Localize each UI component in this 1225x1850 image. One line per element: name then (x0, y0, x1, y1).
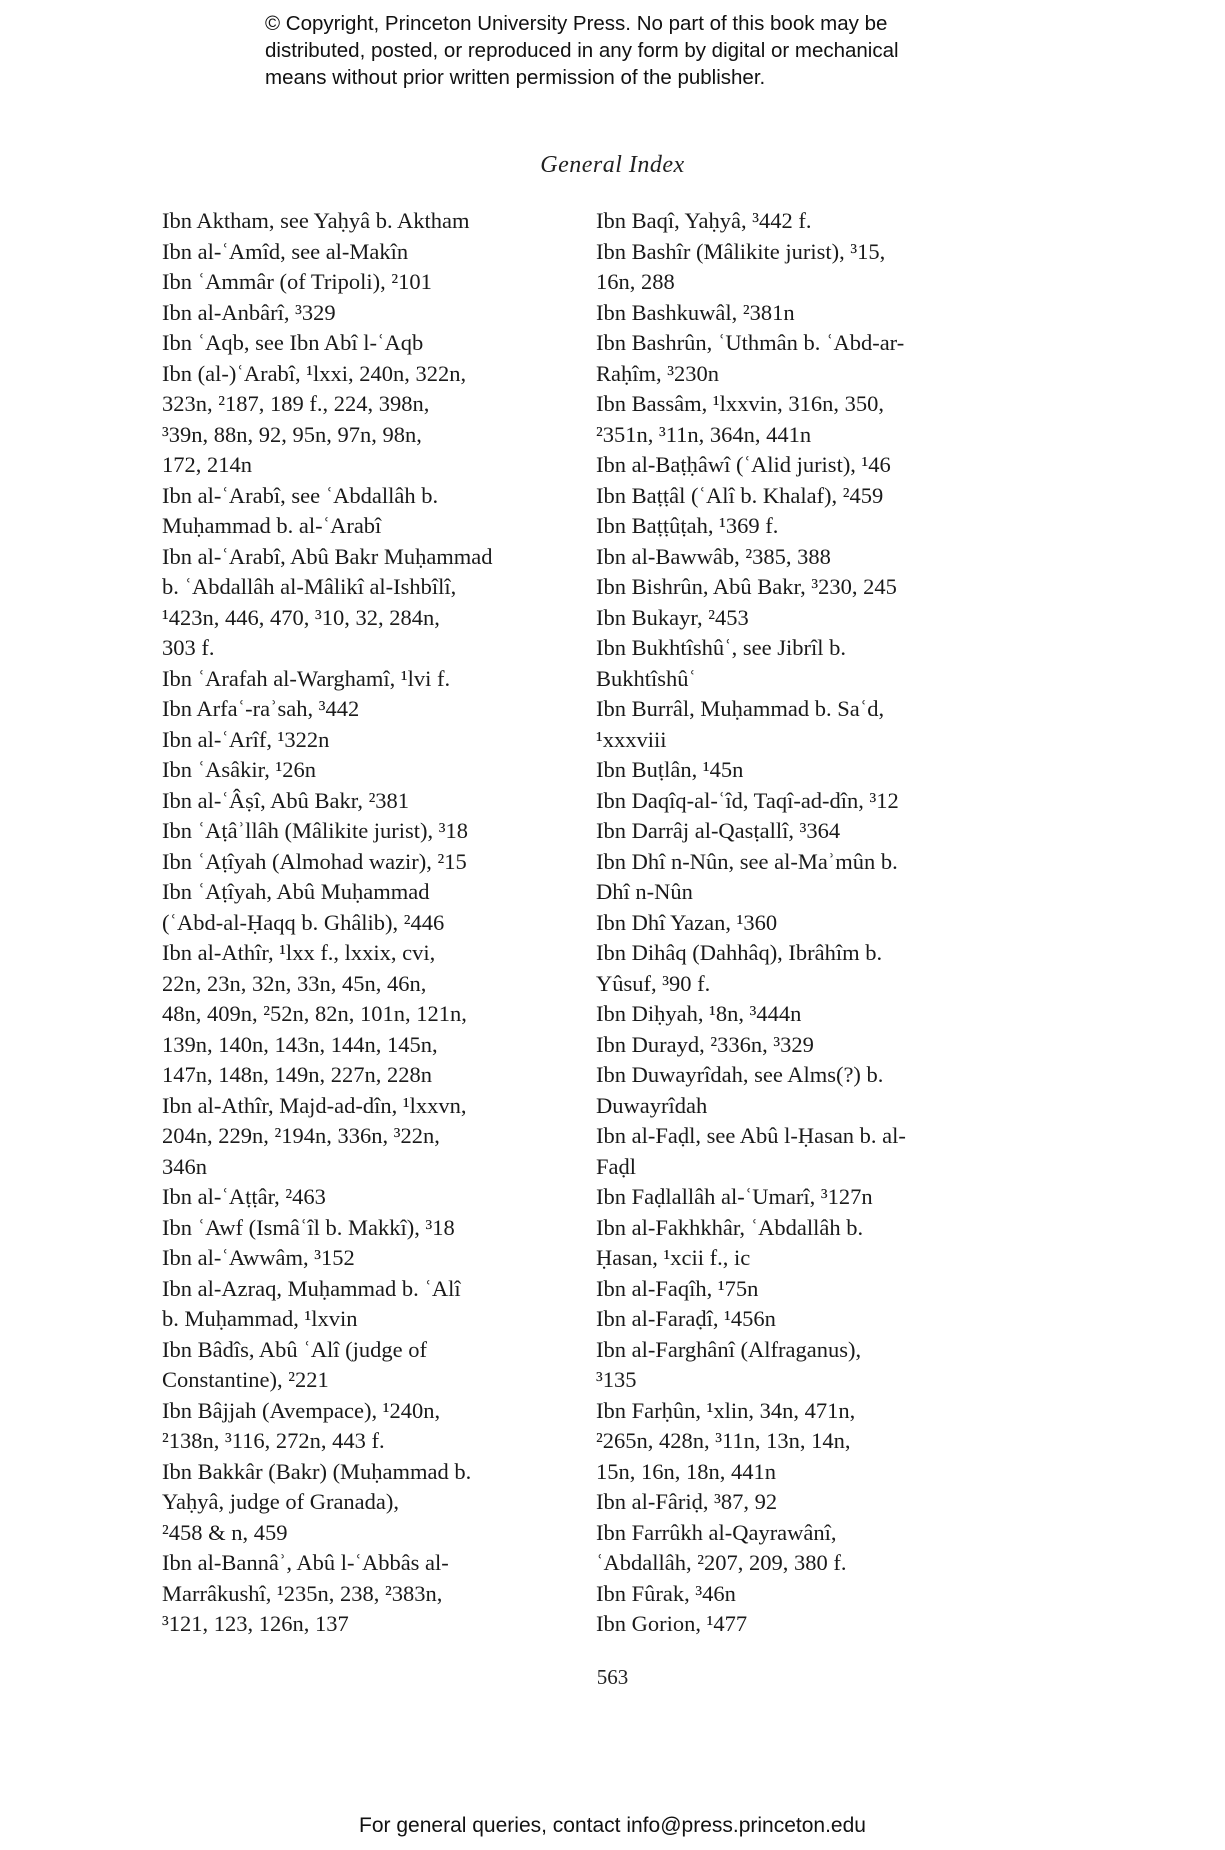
index-entry-line: ¹xxxviii (596, 726, 667, 752)
index-entry (596, 298, 1016, 329)
index-entry-line: Ibn Burrâl, Muḥammad b. Saʿd, (596, 696, 885, 721)
index-entry-line: Ibn Fûrak, ³46n (596, 1580, 736, 1606)
index-entry (162, 237, 582, 268)
index-entry (162, 755, 582, 786)
index-entry-line: 48n, 409n, ²52n, 82n, 101n, 121n, (162, 1001, 467, 1026)
index-entry-line: Ibn Diḥyah, ¹8n, ³444n (596, 1001, 802, 1026)
index-entry (162, 1243, 582, 1274)
index-entry-line: Ibn al-Fakhkhâr, ʿAbdallâh b. (596, 1214, 864, 1240)
index-entry (162, 1548, 582, 1640)
index-entry (596, 1121, 1016, 1182)
index-entry (596, 694, 1016, 755)
index-entry-line: 303 f. (162, 635, 215, 660)
index-entry (162, 1182, 582, 1213)
index-entry (162, 267, 582, 298)
index-entry-line: Ibn ʿAsâkir, ¹26n (162, 757, 316, 782)
index-entry (162, 847, 582, 878)
index-entry-line: Ibn Dhî n-Nûn, see al-Maʾmûn b. (596, 848, 898, 874)
index-entry-line: Faḍl (596, 1153, 637, 1179)
index-entry (162, 1396, 582, 1457)
index-entry (162, 1213, 582, 1244)
index-entry (162, 816, 582, 847)
copyright-line: distributed, posted, or reproduced in any form by digital or mechanical (265, 39, 899, 62)
index-entry-line: Ibn al-Fâriḍ, ³87, 92 (596, 1489, 778, 1514)
index-entry-line: b. Muḥammad, ¹lxvin (162, 1306, 358, 1331)
index-entry-line: Ibn al-Bawwâb, ²385, 388 (596, 543, 831, 569)
index-entry-line: ¹423n, 446, 470, ³10, 32, 284n, (162, 604, 440, 630)
index-entry-line: ʿAbdallâh, ²207, 209, 380 f. (596, 1550, 847, 1575)
index-entry-line: Ibn al-Athîr, ¹lxx f., lxxix, cvi, (162, 940, 436, 965)
index-entry-line: Ibn al-Bannâʾ, Abû l-ʿAbbâs al- (162, 1550, 449, 1575)
index-entry-line: 204n, 229n, ²194n, 336n, ³22n, (162, 1123, 440, 1148)
index-entry-line: 139n, 140n, 143n, 144n, 145n, (162, 1031, 438, 1057)
index-entry (162, 1457, 582, 1549)
index-entry (162, 298, 582, 329)
index-entry-line: 15n, 16n, 18n, 441n (596, 1458, 776, 1484)
index-entry (596, 938, 1016, 999)
index-entry (162, 725, 582, 756)
copyright-line: © Copyright, Princeton University Press. No part of this book may be (265, 12, 888, 35)
index-entry (162, 542, 582, 664)
index-entry-line: Raḥîm, ³230n (596, 360, 719, 386)
page-title: General Index (540, 152, 685, 178)
index-entry-line: Ibn ʿAqb, see Ibn Abî l-ʿAqb (162, 330, 424, 355)
index-entry-line: Ibn ʿAṭîyah (Almohad wazir), ²15 (162, 848, 467, 874)
index-entry-line: (ʿAbd-al-Ḥaqq b. Ghâlib), ²446 (162, 909, 445, 935)
index-entry-line: Ibn Bashkuwâl, ²381n (596, 299, 795, 325)
index-entry-line: b. ʿAbdallâh al-Mâlikî al-Ishbîlî, (162, 574, 457, 599)
index-entry (596, 786, 1016, 817)
index-entry-line: Ibn Darrâj al-Qasṭallî, ³364 (596, 818, 841, 843)
index-entry-line: Ibn al-Anbârî, ³329 (162, 299, 336, 325)
index-entry-line: ³39n, 88n, 92, 95n, 97n, 98n, (162, 421, 422, 447)
index-entry-line: Ibn al-Faraḍî, ¹456n (596, 1306, 776, 1331)
index-entry (596, 511, 1016, 542)
index-entry (162, 938, 582, 1091)
index-entry-line: Ibn ʿAṭîyah, Abû Muḥammad (162, 879, 430, 904)
index-entry-line: ²458 & n, 459 (162, 1519, 288, 1545)
index-entry-line: ²138n, ³116, 272n, 443 f. (162, 1428, 385, 1453)
index-entry (596, 450, 1016, 481)
index-column-left (162, 206, 582, 1640)
index-entry-line: Ibn al-Faqîh, ¹75n (596, 1275, 759, 1301)
index-entry (596, 816, 1016, 847)
index-entry (162, 359, 582, 481)
index-entry-line: Ibn Buṭlân, ¹45n (596, 757, 744, 782)
index-entry-line: ³121, 123, 126n, 137 (162, 1611, 349, 1636)
index-entry (162, 694, 582, 725)
index-entry-line: Ibn Arfaʿ-raʾsah, ³442 (162, 696, 360, 721)
index-entry-line: Yaḥyâ, judge of Granada), (162, 1489, 400, 1514)
index-entry-line: Ibn Baṭṭûṭah, ¹369 f. (596, 513, 779, 538)
index-entry (596, 237, 1016, 298)
index-entry (596, 1518, 1016, 1579)
index-entry-line: Ibn Aktham, see Yaḥyâ b. Aktham (162, 208, 470, 233)
index-entry-line: ²265n, 428n, ³11n, 13n, 14n, (596, 1428, 851, 1453)
index-entry (596, 481, 1016, 512)
index-entry (596, 328, 1016, 389)
index-entry-line: Ibn Bukayr, ²453 (596, 604, 749, 630)
index-entry (596, 1609, 1016, 1640)
index-entry-line: ³135 (596, 1367, 637, 1392)
index-entry (596, 999, 1016, 1030)
index-entry-line: Ibn al-ʿAmîd, see al-Makîn (162, 238, 409, 264)
index-entry (596, 633, 1016, 694)
index-entry-line: Ibn Farḥûn, ¹xlin, 34n, 471n, (596, 1397, 856, 1423)
index-entry (596, 389, 1016, 450)
index-entry (596, 542, 1016, 573)
index-entry-line: Ibn al-Farghânî (Alfraganus), (596, 1336, 862, 1362)
index-entry-line: Ibn Dihâq (Dahhâq), Ibrâhîm b. (596, 940, 883, 965)
footer-contact: For general queries, contact info@press.princeton.edu (359, 1814, 866, 1837)
index-entry-line: Ibn Baṭṭâl (ʿAlî b. Khalaf), ²459 (596, 482, 884, 508)
index-entry-line: Ibn Bishrûn, Abû Bakr, ³230, 245 (596, 574, 897, 599)
index-entry-line: Ibn al-ʿAwwâm, ³152 (162, 1245, 355, 1270)
index-entry-line: Ibn Bâdîs, Abû ʿAlî (judge of (162, 1336, 427, 1362)
index-entry-line: Ibn (al-)ʿArabî, ¹lxxi, 240n, 322n, (162, 360, 467, 386)
index-entry-line: Ibn Gorion, ¹477 (596, 1611, 748, 1636)
index-entry-line: Muḥammad b. al-ʿArabî (162, 513, 382, 538)
index-entry (596, 1396, 1016, 1488)
index-entry (596, 1274, 1016, 1305)
index-entry-line: Ibn Bassâm, ¹lxxvin, 316n, 350, (596, 391, 884, 416)
index-entry-line: 172, 214n (162, 452, 252, 477)
index-entry (162, 1274, 582, 1335)
index-entry (596, 1579, 1016, 1610)
index-entry-line: Ibn Duwayrîdah, see Alms(?) b. (596, 1062, 884, 1087)
index-entry-line: Ibn al-Baṭḥâwî (ʿAlid jurist), ¹46 (596, 452, 891, 477)
index-entry-line: Ibn Durayd, ²336n, ³329 (596, 1031, 814, 1057)
index-entry (162, 328, 582, 359)
index-entry-line: Ibn Bashrûn, ʿUthmân b. ʿAbd-ar- (596, 330, 905, 355)
index-entry-line: Ibn al-ʿAṭṭâr, ²463 (162, 1184, 326, 1209)
index-entry (596, 908, 1016, 939)
index-entry-line: Ibn Farrûkh al-Qayrawânî, (596, 1519, 837, 1545)
index-entry-line: Ibn al-ʿArabî, see ʿAbdallâh b. (162, 482, 439, 508)
index-entry-line: Ibn Bâjjah (Avempace), ¹240n, (162, 1397, 441, 1423)
index-entry-line: Ibn Bukhtîshûʿ, see Jibrîl b. (596, 635, 846, 660)
index-entry-line: ²351n, ³11n, 364n, 441n (596, 421, 812, 447)
index-entry-line: 16n, 288 (596, 269, 675, 294)
index-entry-line: Ibn al-Faḍl, see Abû l-Ḥasan b. al- (596, 1123, 906, 1148)
index-entry (596, 847, 1016, 908)
index-entry (596, 1060, 1016, 1121)
index-entry (596, 206, 1016, 237)
copyright-notice (265, 10, 1025, 91)
index-entry-line: Ibn Baqî, Yaḥyâ, ³442 f. (596, 208, 812, 233)
index-column-right (596, 206, 1016, 1640)
index-entry (162, 877, 582, 938)
index-entry-line: Ibn al-ʿArabî, Abû Bakr Muḥammad (162, 543, 493, 569)
index-entry (596, 1213, 1016, 1274)
index-entry-line: Bukhtîshûʿ (596, 665, 697, 691)
index-entry-line: Marrâkushî, ¹235n, 238, ²383n, (162, 1580, 443, 1606)
index-entry-line: Dhî n-Nûn (596, 879, 693, 904)
index-entry-line: Duwayrîdah (596, 1092, 708, 1118)
index-entry-line: Ibn Dhî Yazan, ¹360 (596, 909, 778, 935)
index-entry-line: 346n (162, 1153, 207, 1179)
index-entry (162, 664, 582, 695)
index-entry-line: 323n, ²187, 189 f., 224, 398n, (162, 391, 430, 416)
copyright-line: means without prior written permission of the publisher. (265, 66, 766, 89)
index-entry-line: 147n, 148n, 149n, 227n, 228n (162, 1062, 432, 1087)
index-entry-line: Ibn al-ʿÂṣî, Abû Bakr, ²381 (162, 787, 410, 813)
index-entry (596, 603, 1016, 634)
index-entry-line: Ibn ʿAwf (Ismâʿîl b. Makkî), ³18 (162, 1214, 455, 1240)
index-entry-line: Ibn ʿAmmâr (of Tripoli), ²101 (162, 269, 432, 294)
index-entry (596, 1304, 1016, 1335)
index-entry (596, 1182, 1016, 1213)
index-entry-line: Ibn al-Azraq, Muḥammad b. ʿAlî (162, 1275, 461, 1301)
index-entry-line: Constantine), ²221 (162, 1367, 329, 1392)
index-entry-line: Yûsuf, ³90 f. (596, 970, 711, 996)
index-entry (162, 206, 582, 237)
index-entry-line: 22n, 23n, 32n, 33n, 45n, 46n, (162, 970, 427, 996)
index-entry-line: Ibn Faḍlallâh al-ʿUmarî, ³127n (596, 1184, 873, 1209)
index-entry (596, 1030, 1016, 1061)
index-entry-line: Ibn Bakkâr (Bakr) (Muḥammad b. (162, 1458, 472, 1484)
index-entry (596, 1487, 1016, 1518)
index-entry (162, 481, 582, 542)
index-entry (162, 1335, 582, 1396)
index-entry (162, 786, 582, 817)
index-entry (596, 755, 1016, 786)
index-entry-line: Ibn Daqîq-al-ʿîd, Taqî-ad-dîn, ³12 (596, 787, 899, 813)
index-entry (162, 1091, 582, 1183)
index-entry-line: Ibn ʿAṭâʾllâh (Mâlikite jurist), ³18 (162, 818, 469, 843)
index-entry-line: Ibn ʿArafah al-Warghamî, ¹lvi f. (162, 665, 451, 691)
index-entry-line: Ḥasan, ¹xcii f., ic (596, 1245, 751, 1270)
page-number: 563 (596, 1665, 629, 1689)
index-entry (596, 572, 1016, 603)
index-entry-line: Ibn al-ʿArîf, ¹322n (162, 726, 330, 752)
index-entry-line: Ibn Bashîr (Mâlikite jurist), ³15, (596, 238, 886, 264)
index-entry-line: Ibn al-Athîr, Majd-ad-dîn, ¹lxxvn, (162, 1092, 467, 1118)
index-entry (596, 1335, 1016, 1396)
